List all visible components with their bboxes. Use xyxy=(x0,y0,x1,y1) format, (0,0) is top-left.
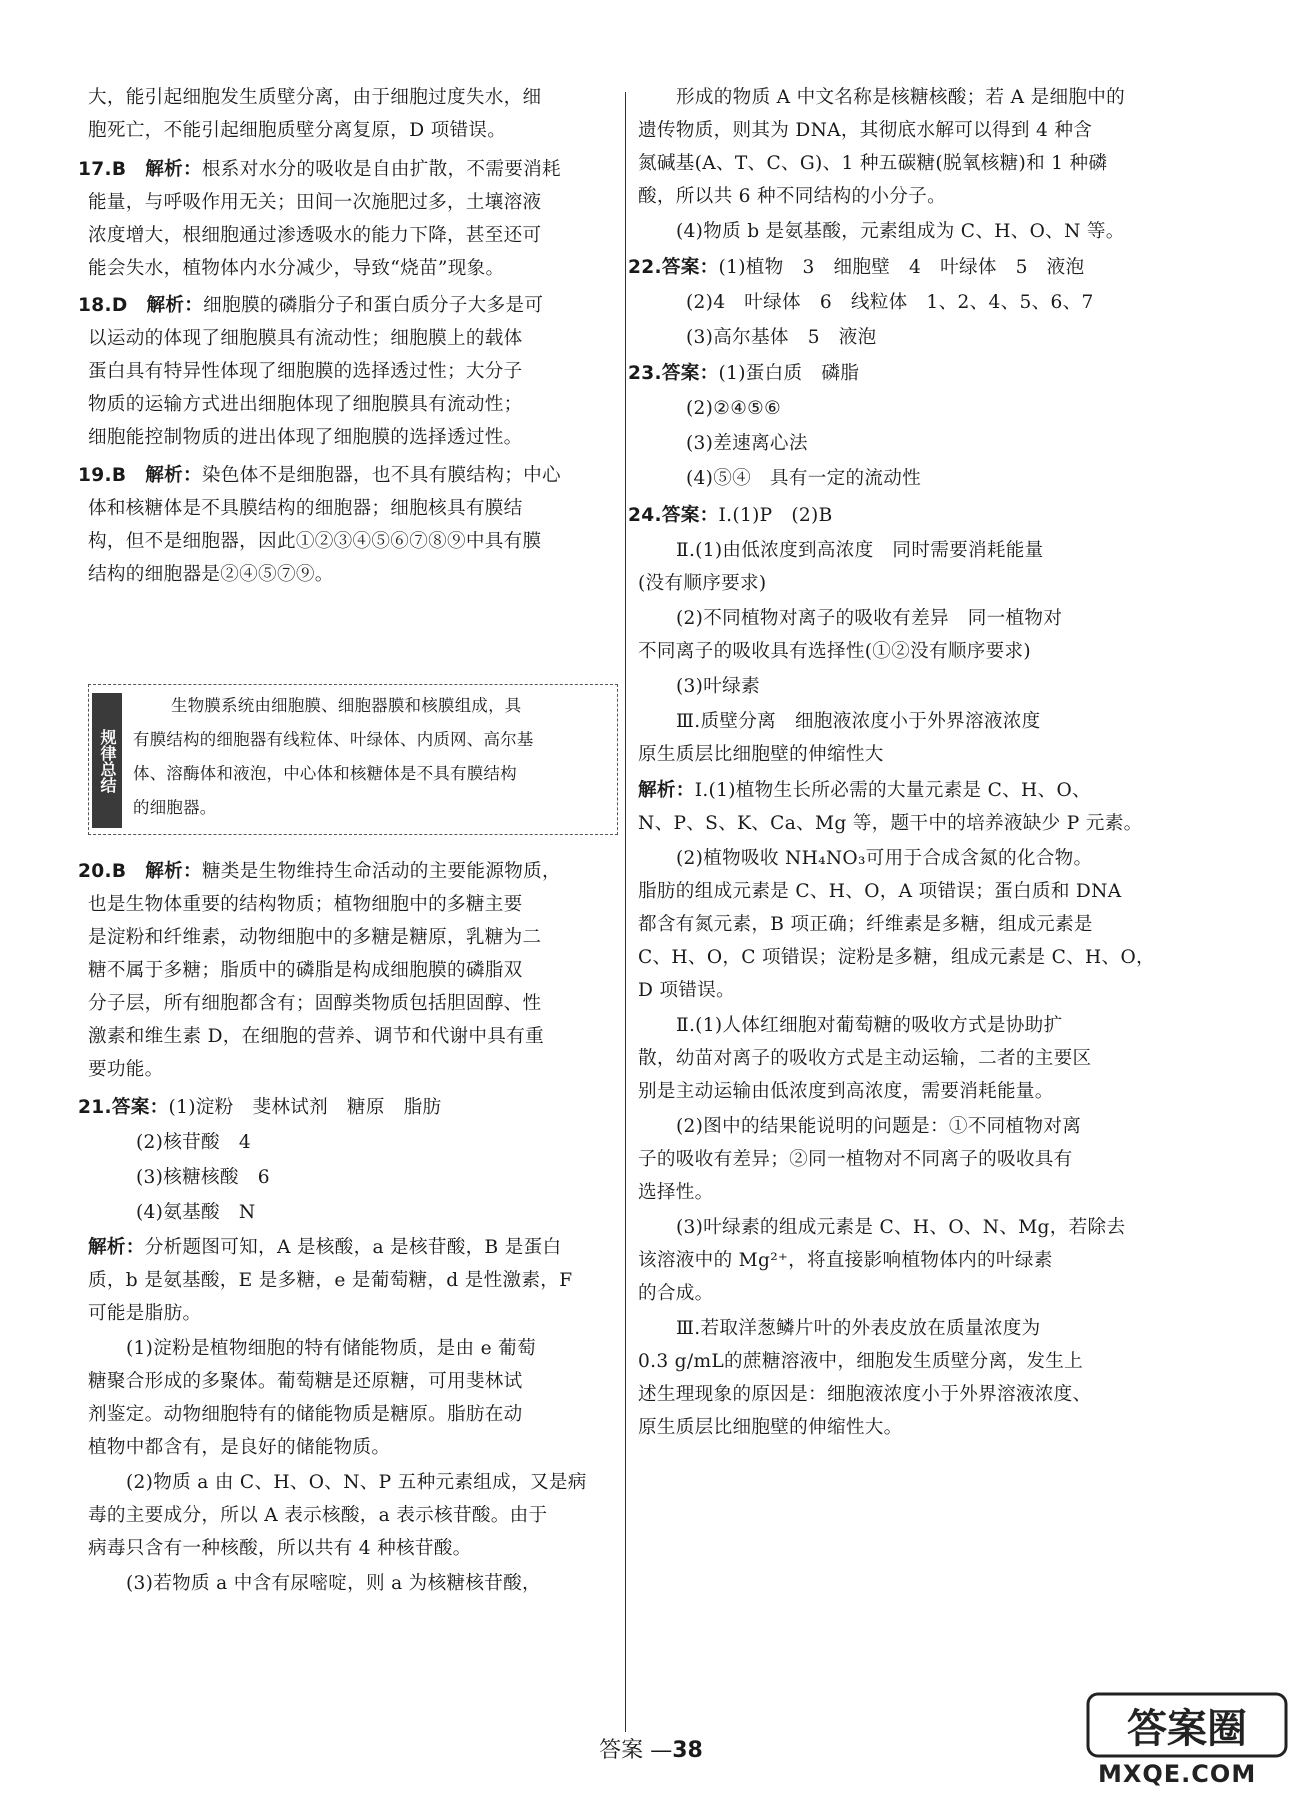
text-line: 脂肪的组成元素是 C、H、O，A 项错误；蛋白质和 DNA xyxy=(638,881,1122,902)
text-line: 也是生物体重要的结构物质；植物细胞中的多糖主要 xyxy=(88,894,523,915)
text-line: 分析题图可知，A 是核酸，a 是核苷酸，B 是蛋白 xyxy=(144,1237,562,1258)
answer-line: (没有顺序要求) xyxy=(638,573,767,594)
analysis-label: 解析： xyxy=(146,295,204,316)
answer-line: (2)②④⑤⑥ xyxy=(686,398,782,419)
answer-line: (2)核苷酸 4 xyxy=(136,1132,251,1153)
text-line: 蛋白具有特异性体现了细胞膜的选择透过性；大分子 xyxy=(88,361,523,382)
text-line: 可能是脂肪。 xyxy=(88,1303,202,1324)
text-line: 选择性。 xyxy=(638,1182,714,1203)
text-line: 氮碱基(A、T、C、G)、1 种五碳糖(脱氧核糖)和 1 种磷 xyxy=(638,153,1108,174)
text-line: 糖不属于多糖；脂质中的磷脂是构成细胞膜的磷脂双 xyxy=(88,960,523,981)
footer-label: 答案 xyxy=(599,1738,644,1763)
text-line: 染色体不是细胞器，也不具有膜结构；中心 xyxy=(201,465,561,486)
text-line: 胞死亡，不能引起细胞质壁分离复原，D 项错误。 xyxy=(88,120,507,141)
text-line: 病毒只含有一种核酸，所以共有 4 种核苷酸。 xyxy=(88,1538,472,1559)
text-line: 构，但不是细胞器，因此①②③④⑤⑥⑦⑧⑨中具有膜 xyxy=(88,531,542,552)
analysis-label: 解析： xyxy=(145,861,202,882)
answer-label: 答案： xyxy=(661,257,719,278)
text-line: 酸，所以共 6 种不同结构的小分子。 xyxy=(638,186,946,207)
callout-tab xyxy=(92,693,122,828)
text-line: (1)淀粉 斐林试剂 糖原 脂肪 xyxy=(168,1097,442,1118)
answer-line: (1)蛋白质 磷脂 xyxy=(718,363,860,384)
analysis-label: 解析： xyxy=(638,780,695,801)
answer-line: (3)叶绿素 xyxy=(676,676,760,697)
text-line: (3)若物质 a 中含有尿嘧啶，则 a 为核糖核苷酸， xyxy=(126,1573,541,1594)
answer-line: (4)⑤④ 具有一定的流动性 xyxy=(686,468,922,489)
answer-line: (3)差速离心法 xyxy=(686,433,808,454)
text-line: (2)物质 a 由 C、H、O、N、P 五种元素组成，又是病 xyxy=(126,1472,587,1493)
footer-dash: — xyxy=(650,1738,673,1763)
text-line: 是淀粉和纤维素，动物细胞中的多糖是糖原，乳糖为二 xyxy=(88,927,542,948)
text-line: 能会失水，植物体内水分减少，导致“烧苗”现象。 xyxy=(88,258,505,279)
callout-line: 有膜结构的细胞器有线粒体、叶绿体、内质网、高尔基 xyxy=(133,730,534,749)
question-number: 23. xyxy=(628,363,662,384)
text-line: C、H、O，C 项错误；淀粉是多糖，组成元素是 C、H、O， xyxy=(638,947,1155,968)
answer-line: Ⅱ.(1)由低浓度到高浓度 同时需要消耗能量 xyxy=(676,540,1044,561)
answer-label: 答案： xyxy=(661,363,719,384)
text-line: 要功能。 xyxy=(88,1059,164,1080)
text-line: 体和核糖体是不具膜结构的细胞器；细胞核具有膜结 xyxy=(88,498,523,519)
text-line: 浓度增大，根细胞通过渗透吸水的能力下降，甚至还可 xyxy=(88,225,542,246)
text-line: 的合成。 xyxy=(638,1283,714,1304)
callout-line: 体、溶酶体和液泡，中心体和核糖体是不具有膜结构 xyxy=(133,764,517,783)
text-line: 植物中都含有，是良好的储能物质。 xyxy=(88,1437,391,1458)
text-line: 都含有氮元素，B 项正确；纤维素是多糖，组成元素是 xyxy=(638,914,1093,935)
watermark-site: MXQE.COM xyxy=(1098,1760,1257,1788)
callout-line: 的细胞器。 xyxy=(133,798,217,817)
answer-label: 答案： xyxy=(661,505,719,526)
text-line: (3)叶绿素的组成元素是 C、H、O、N、Mg，若除去 xyxy=(676,1217,1126,1238)
question-number: 19.B xyxy=(78,465,127,486)
text-line: 能量，与呼吸作用无关；田间一次施肥过多，土壤溶液 xyxy=(88,192,542,213)
question-number: 22. xyxy=(628,257,662,278)
column-divider xyxy=(625,92,626,1732)
answer-label: 答案： xyxy=(111,1097,169,1118)
answer-line: (3)核糖核酸 6 xyxy=(136,1167,270,1188)
text-line: D 项错误。 xyxy=(638,980,735,1001)
answer-line: (1)植物 3 细胞壁 4 叶绿体 5 液泡 xyxy=(718,257,1085,278)
text-line: 形成的物质 A 中文名称是核糖核酸；若 A 是细胞中的 xyxy=(676,87,1126,108)
watermark-logo-text: 答案圈 xyxy=(1127,1706,1247,1752)
text-line: 剂鉴定。动物细胞特有的储能物质是糖原。脂肪在动 xyxy=(88,1404,523,1425)
text-line: 原生质层比细胞壁的伸缩性大。 xyxy=(638,1417,903,1438)
text-line: 质，b 是氨基酸，E 是多糖，e 是葡萄糖，d 是性激素，F xyxy=(88,1270,573,1291)
question-number: 17.B xyxy=(78,159,127,180)
answer-line: 原生质层比细胞壁的伸缩性大 xyxy=(638,744,884,765)
question-number: 20.B xyxy=(78,861,127,882)
text-line: Ⅲ.若取洋葱鳞片叶的外表皮放在质量浓度为 xyxy=(676,1318,1041,1339)
text-line: 分子层，所有细胞都含有；固醇类物质包括胆固醇、性 xyxy=(88,993,542,1014)
answer-line: 不同离子的吸收具有选择性(①②没有顺序要求) xyxy=(638,641,1031,662)
answer-line: Ⅰ.(1)P (2)B xyxy=(718,505,833,526)
text-line: 根系对水分的吸收是自由扩散，不需要消耗 xyxy=(201,159,561,180)
text-line: 该溶液中的 Mg²⁺，将直接影响植物体内的叶绿素 xyxy=(638,1250,1053,1271)
analysis-label: 解析： xyxy=(145,159,202,180)
text-line: (4)物质 b 是氨基酸，元素组成为 C、H、O、N 等。 xyxy=(676,221,1125,242)
callout-tab-label: 规律总结 xyxy=(98,728,117,793)
answer-line: (4)氨基酸 N xyxy=(136,1202,256,1223)
text-line: N、P、S、K、Ca、Mg 等，题干中的培养液缺少 P 元素。 xyxy=(638,813,1143,834)
text-line: 物质的运输方式进出细胞体现了细胞膜具有流动性； xyxy=(88,394,523,415)
answer-line: (3)高尔基体 5 液泡 xyxy=(686,327,877,348)
text-line: 毒的主要成分，所以 A 表示核酸，a 表示核苷酸。由于 xyxy=(88,1505,548,1526)
answer-line: (2)不同植物对离子的吸收有差异 同一植物对 xyxy=(676,608,1063,629)
text-line: 激素和维生素 D，在细胞的营养、调节和代谢中具有重 xyxy=(88,1026,544,1047)
page-number: 38 xyxy=(672,1738,703,1763)
summary-callout xyxy=(88,684,618,835)
answer-line: Ⅲ.质壁分离 细胞液浓度小于外界溶液浓度 xyxy=(676,711,1041,732)
text-line: Ⅱ.(1)人体红细胞对葡萄糖的吸收方式是协助扩 xyxy=(676,1015,1063,1036)
text-line: 细胞能控制物质的进出体现了细胞膜的选择透过性。 xyxy=(88,427,523,448)
text-line: 0.3 g/mL的蔗糖溶液中，细胞发生质壁分离，发生上 xyxy=(638,1351,1084,1372)
analysis-label: 解析： xyxy=(145,465,202,486)
text-line: 糖聚合形成的多聚体。葡萄糖是还原糖，可用斐林试 xyxy=(88,1371,523,1392)
text-line: 散，幼苗对离子的吸收方式是主动运输，二者的主要区 xyxy=(638,1048,1092,1069)
question-number: 21. xyxy=(78,1097,112,1118)
text-line: Ⅰ.(1)植物生长所必需的大量元素是 C、H、O、 xyxy=(694,780,1091,801)
text-line: 述生理现象的原因是：细胞液浓度小于外界溶液浓度、 xyxy=(638,1384,1092,1405)
text-line: (1)淀粉是植物细胞的特有储能物质，是由 e 葡萄 xyxy=(126,1338,536,1359)
callout-line: 生物膜系统由细胞膜、细胞器膜和核膜组成，具 xyxy=(171,696,522,715)
text-line: 遗传物质，则其为 DNA，其彻底水解可以得到 4 种含 xyxy=(638,120,1093,141)
text-line: (2)图中的结果能说明的问题是：①不同植物对离 xyxy=(676,1116,1082,1137)
text-line: 大，能引起细胞发生质壁分离，由于细胞过度失水，细 xyxy=(88,87,542,108)
text-line: 结构的细胞器是②④⑤⑦⑨。 xyxy=(88,564,334,585)
text-line: 以运动的体现了细胞膜具有流动性；细胞膜上的载体 xyxy=(88,328,523,349)
question-number: 24. xyxy=(628,505,662,526)
text-line: (2)植物吸收 NH₄NO₃可用于合成含氮的化合物。 xyxy=(676,848,1093,869)
question-number: 18.D xyxy=(78,295,128,316)
text-line: 细胞膜的磷脂分子和蛋白质分子大多是可 xyxy=(203,295,544,316)
text-line: 子的吸收有差异；②同一植物对不同离子的吸收具有 xyxy=(638,1149,1073,1170)
text-line: 糖类是生物维持生命活动的主要能源物质， xyxy=(201,861,561,882)
answer-line: (2)4 叶绿体 6 线粒体 1、2、4、5、6、7 xyxy=(686,292,1094,313)
text-line: 别是主动运输由低浓度到高浓度，需要消耗能量。 xyxy=(638,1081,1054,1102)
analysis-label: 解析： xyxy=(88,1237,145,1258)
